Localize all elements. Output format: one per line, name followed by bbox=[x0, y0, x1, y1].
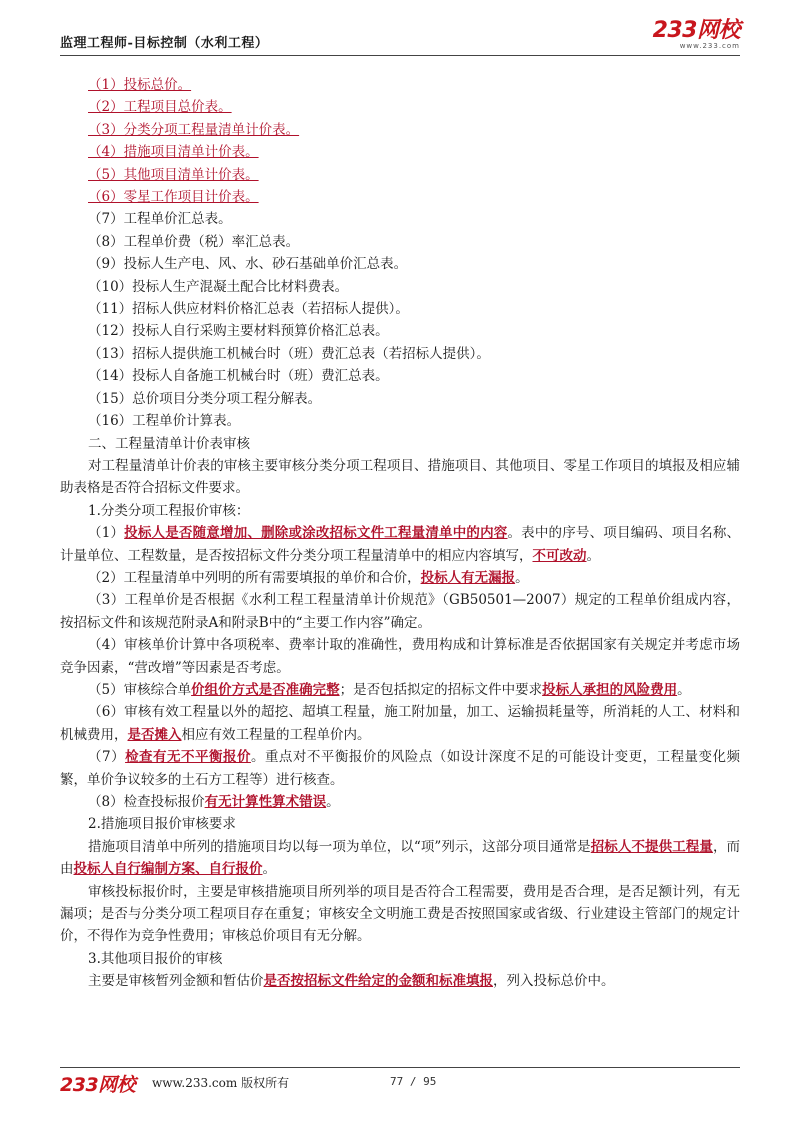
paragraph: （2）工程量清单中列明的所有需要填报的单价和合价，投标人有无漏报。 bbox=[88, 569, 529, 586]
list-item: （16）工程单价计算表。 bbox=[88, 413, 241, 430]
paragraph: （6）审核有效工程量以外的超挖、超填工程量，施工附加量，加工、运输损耗量等，所消耗的人工、材料和机械费用，是否摊入相应有效工程量的工程单价内。 bbox=[60, 704, 740, 743]
subsection-heading: 1.分类分项工程报价审核： bbox=[88, 502, 250, 519]
document-body bbox=[60, 74, 740, 993]
list-item: （8）工程单价费（税）率汇总表。 bbox=[88, 233, 300, 250]
list-item: （10）投标人生产混凝土配合比材料费表。 bbox=[88, 278, 349, 295]
paragraph: （1）投标人是否随意增加、删除或涂改招标文件工程量清单中的内容。表中的序号、项目编码、项目名称、计量单位、工程数量，是否按招标文件分类分项工程量清单中的相应内容填写，不可改动。 bbox=[60, 525, 741, 564]
brand-logo-url: www.233.com bbox=[679, 42, 740, 50]
list-item-link[interactable]: （4）措施项目清单计价表。 bbox=[88, 144, 259, 161]
list-item: （14）投标人自备施工机械台时（班）费汇总表。 bbox=[88, 368, 389, 385]
brand-logo[interactable] bbox=[653, 20, 740, 51]
list-item-link[interactable]: （1）投标总价。 bbox=[88, 77, 192, 93]
list-item-link[interactable]: （2）工程项目总价表。 bbox=[88, 99, 232, 116]
highlight: 投标人有无漏报 bbox=[420, 569, 516, 586]
paragraph: （8）检查投标报价有无计算性算术错误。 bbox=[88, 794, 340, 810]
footer-divider bbox=[60, 1067, 740, 1068]
footer-logo[interactable]: 233网校 bbox=[60, 1074, 136, 1096]
paragraph: 措施项目清单中所列的措施项目均以每一项为单位，以“项”列示，这部分项目通常是招标人不提供工程量，而由投标人自行编制方案、自行报价。 bbox=[60, 838, 741, 878]
page-number: 77 / 95 bbox=[390, 1075, 437, 1088]
page-footer bbox=[60, 1070, 740, 1094]
highlight: 是否按招标文件给定的金额和标准填报 bbox=[263, 973, 493, 990]
highlight: 有无计算性算术错误 bbox=[204, 794, 327, 810]
highlight: 投标人自行编制方案、自行报价 bbox=[73, 861, 263, 878]
list-item: （15）总价项目分类分项工程分解表。 bbox=[88, 390, 322, 407]
paragraph: （5）审核综合单价组价方式是否准确完整；是否包括拟定的招标文件中要求投标人承担的风险费用。 bbox=[88, 681, 691, 698]
highlight: 投标人承担的风险费用 bbox=[542, 681, 678, 698]
list-item: （9）投标人生产电、风、水、砂石基础单价汇总表。 bbox=[88, 256, 408, 273]
list-item: （7）工程单价汇总表。 bbox=[88, 211, 232, 228]
brand-logo-text: 233网校 bbox=[652, 18, 740, 43]
header-title: 监理工程师-目标控制（水利工程） bbox=[60, 36, 269, 51]
section-heading: 二、工程量清单计价表审核 bbox=[88, 435, 250, 452]
list-item: （12）投标人自行采购主要材料预算价格汇总表。 bbox=[88, 323, 389, 340]
highlight: 是否摊入 bbox=[127, 726, 182, 743]
paragraph: 主要是审核暂列金额和暂估价是否按招标文件给定的金额和标准填报，列入投标总价中。 bbox=[88, 973, 615, 990]
subsection-heading: 3.其他项目报价的审核 bbox=[88, 950, 223, 967]
list-item-link[interactable]: （3）分类分项工程量清单计价表。 bbox=[88, 121, 300, 138]
list-item-link[interactable]: （6）零星工作项目计价表。 bbox=[88, 189, 259, 206]
paragraph: 审核投标报价时，主要是审核措施项目所列举的项目是否符合工程需要，费用是否合理，是否足额计列，有无漏项；是否与分类分项工程项目存在重复；审核安全文明施工费是否按照国家或省级、行业建设主管部门的规定计价，不得作为竞争性费用；审核总价项目有无分解。 bbox=[60, 883, 740, 945]
paragraph: （3）工程单价是否根据《水利工程工程量清单计价规范》（GB50501—2007）规定的工程单价组成内容，按招标文件和该规范附录A和附录B中的“主要工作内容”确定。 bbox=[60, 592, 740, 631]
paragraph: （4）审核单价计算中各项税率、费率计取的准确性，费用构成和计算标准是否依据国家有关规定并考虑市场竞争因素，“营改增”等因素是否考虑。 bbox=[60, 637, 740, 676]
highlight: 价组价方式是否准确完整 bbox=[191, 681, 340, 698]
page-header bbox=[60, 18, 740, 58]
highlight: 招标人不提供工程量 bbox=[590, 838, 713, 855]
highlight: 检查有无不平衡报价 bbox=[125, 749, 251, 766]
list-item: （11）招标人供应材料价格汇总表（若招标人提供）。 bbox=[88, 301, 409, 318]
paragraph: （7）检查有无不平衡报价。重点对不平衡报价的风险点（如设计深度不足的可能设计变更，工程量变化频繁，单价争议较多的土石方工程等）进行核查。 bbox=[60, 749, 741, 788]
subsection-heading: 2.措施项目报价审核要求 bbox=[88, 816, 236, 833]
highlight: 投标人是否随意增加、删除或涂改招标文件工程量清单中的内容 bbox=[124, 525, 508, 542]
highlight: 不可改动 bbox=[532, 547, 587, 564]
list-item-link[interactable]: （5）其他项目清单计价表。 bbox=[88, 166, 259, 183]
header-divider bbox=[60, 55, 740, 56]
list-item: （13）招标人提供施工机械台时（班）费汇总表（若招标人提供）。 bbox=[88, 345, 490, 362]
paragraph: 对工程量清单计价表的审核主要审核分类分项工程项目、措施项目、其他项目、零星工作项目的填报及相应辅助表格是否符合招标文件要求。 bbox=[60, 457, 740, 497]
footer-copyright: www.233.com 版权所有 bbox=[152, 1076, 290, 1090]
